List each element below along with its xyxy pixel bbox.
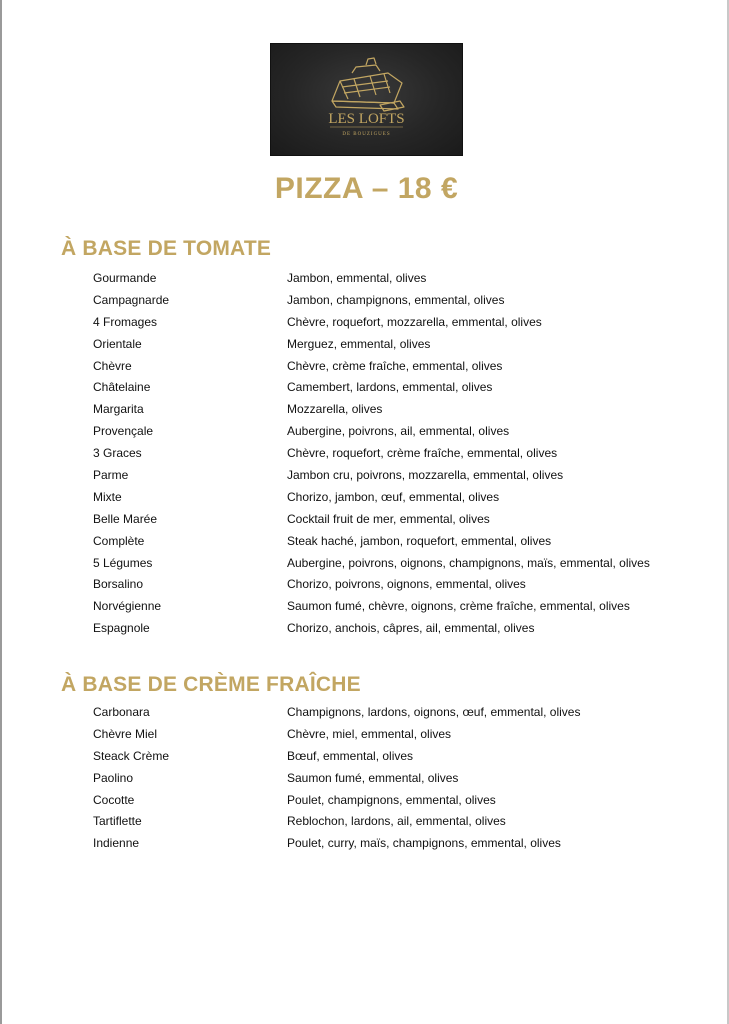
logo bbox=[270, 43, 463, 156]
list-item bbox=[2, 271, 729, 293]
pizza-name: Chèvre Miel bbox=[93, 726, 158, 741]
pizza-name: Belle Marée bbox=[93, 511, 158, 526]
pizza-ingredients: Aubergine, poivrons, oignons, champignons, maïs, emmental, olives bbox=[287, 555, 650, 570]
pizza-ingredients: Reblochon, lardons, ail, emmental, olives bbox=[287, 814, 506, 829]
pizza-name: Chèvre bbox=[93, 358, 132, 373]
pizza-name: Borsalino bbox=[93, 577, 144, 592]
pizza-name: Espagnole bbox=[93, 621, 150, 636]
list-item bbox=[2, 556, 729, 578]
pizza-ingredients: Steak haché, jambon, roquefort, emmental, olives bbox=[287, 533, 552, 548]
list-item bbox=[2, 771, 729, 793]
pizza-ingredients: Cocktail fruit de mer, emmental, olives bbox=[287, 511, 490, 526]
list-item bbox=[2, 424, 729, 446]
pizza-ingredients: Chèvre, roquefort, crème fraîche, emmental, olives bbox=[287, 446, 558, 461]
pizza-name: 3 Graces bbox=[93, 446, 142, 461]
list-item bbox=[2, 359, 729, 381]
pizza-name: Châtelaine bbox=[93, 380, 151, 395]
pizza-ingredients: Chèvre, miel, emmental, olives bbox=[287, 726, 452, 741]
list-item bbox=[2, 534, 729, 556]
pizza-ingredients: Jambon, champignons, emmental, olives bbox=[287, 292, 505, 307]
pizza-name: Steack Crème bbox=[93, 748, 170, 763]
list-item bbox=[2, 727, 729, 749]
list-item bbox=[2, 749, 729, 771]
page-title: PIZZA – 18 € bbox=[274, 172, 459, 205]
list-item bbox=[2, 315, 729, 337]
list-item bbox=[2, 836, 729, 858]
list-item bbox=[2, 293, 729, 315]
pizza-ingredients: Chèvre, crème fraîche, emmental, olives bbox=[287, 358, 503, 373]
list-item bbox=[2, 599, 729, 621]
pizza-ingredients: Chèvre, roquefort, mozzarella, emmental, olives bbox=[287, 314, 542, 329]
list-item bbox=[2, 337, 729, 359]
section-heading-creme: À BASE DE CRÈME FRAÎCHE bbox=[61, 673, 361, 696]
pizza-name: Cocotte bbox=[93, 792, 135, 807]
list-item bbox=[2, 705, 729, 727]
list-item bbox=[2, 490, 729, 512]
pizza-ingredients: Chorizo, poivrons, oignons, emmental, olives bbox=[287, 577, 526, 592]
pizza-ingredients: Mozzarella, olives bbox=[287, 402, 383, 417]
pizza-name: Mixte bbox=[93, 489, 122, 504]
pizza-name: Gourmande bbox=[93, 271, 157, 285]
pizza-ingredients: Champignons, lardons, oignons, œuf, emmental, olives bbox=[287, 705, 581, 719]
pizza-name: 4 Fromages bbox=[93, 314, 158, 329]
pizza-ingredients: Jambon, emmental, olives bbox=[287, 271, 427, 285]
pizza-name: Parme bbox=[93, 468, 129, 483]
pizza-name: Norvégienne bbox=[93, 599, 162, 614]
pizza-ingredients: Merguez, emmental, olives bbox=[287, 336, 431, 351]
logo-text-sub: DE BOUZIGUES bbox=[342, 132, 391, 137]
list-item bbox=[2, 577, 729, 599]
list-item bbox=[2, 402, 729, 424]
list-item bbox=[2, 468, 729, 490]
pizza-ingredients: Chorizo, jambon, œuf, emmental, olives bbox=[287, 489, 500, 504]
pizza-ingredients: Saumon fumé, emmental, olives bbox=[287, 770, 459, 785]
pizza-ingredients: Aubergine, poivrons, ail, emmental, olives bbox=[287, 424, 510, 439]
list-item bbox=[2, 380, 729, 402]
list-item bbox=[2, 814, 729, 836]
pizza-name: Carbonara bbox=[93, 705, 150, 719]
logo-text-main: LES LOFTS bbox=[328, 111, 405, 127]
list-item bbox=[2, 793, 729, 815]
pizza-ingredients: Jambon cru, poivrons, mozzarella, emmental, olives bbox=[287, 468, 564, 483]
pizza-name: Indienne bbox=[93, 836, 140, 851]
pizza-ingredients: Saumon fumé, chèvre, oignons, crème fraîche, emmental, olives bbox=[287, 599, 630, 614]
pizza-name: 5 Légumes bbox=[93, 555, 153, 570]
pizza-ingredients: Chorizo, anchois, câpres, ail, emmental, olives bbox=[287, 621, 535, 636]
pizza-name: Tartiflette bbox=[93, 814, 142, 829]
pizza-list-tomate bbox=[2, 271, 729, 643]
pizza-ingredients: Bœuf, emmental, olives bbox=[287, 748, 414, 763]
pizza-name: Complète bbox=[93, 533, 145, 548]
pizza-name: Provençale bbox=[93, 424, 154, 439]
pizza-name: Orientale bbox=[93, 336, 142, 351]
list-item bbox=[2, 446, 729, 468]
pizza-ingredients: Poulet, curry, maïs, champignons, emmental, olives bbox=[287, 836, 561, 851]
pizza-ingredients: Camembert, lardons, emmental, olives bbox=[287, 380, 493, 395]
section-heading-tomate: À BASE DE TOMATE bbox=[61, 237, 272, 260]
pizza-ingredients: Poulet, champignons, emmental, olives bbox=[287, 792, 496, 807]
building-icon bbox=[270, 43, 463, 156]
list-item bbox=[2, 512, 729, 534]
pizza-name: Campagnarde bbox=[93, 292, 170, 307]
list-item bbox=[2, 621, 729, 643]
pizza-name: Paolino bbox=[93, 770, 134, 785]
pizza-list-creme bbox=[2, 705, 729, 858]
pizza-name: Margarita bbox=[93, 402, 144, 417]
